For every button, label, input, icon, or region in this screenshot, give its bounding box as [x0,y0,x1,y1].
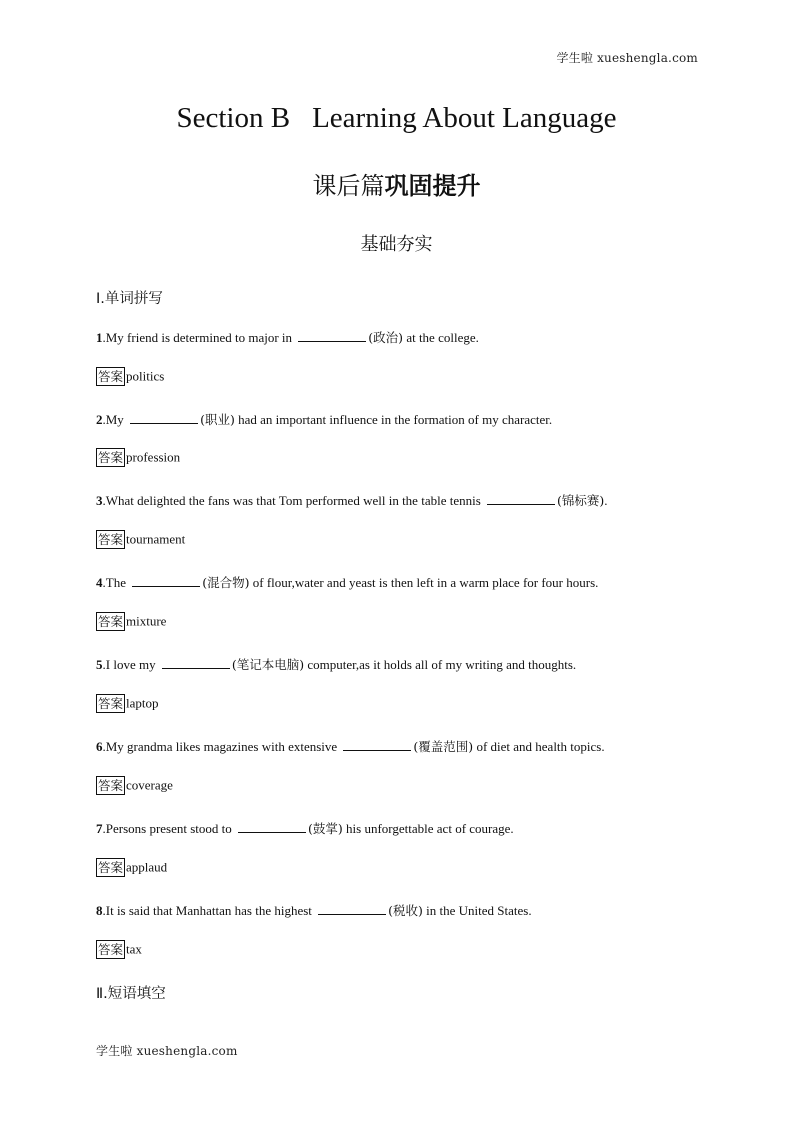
answer-blank[interactable] [298,330,366,342]
chinese-hint: (职业) [200,412,235,427]
answer-2 [96,448,180,467]
answer-blank[interactable] [132,575,200,587]
question-5 [96,655,716,673]
subtitle-bold: 巩固提升 [384,172,481,200]
section-heading: 基础夯实 [360,234,433,255]
answer-blank[interactable] [318,903,386,915]
chinese-hint: (笔记本电脑) [231,657,305,672]
question-number: 2 [96,412,103,427]
question-text-before: .I love my [102,657,159,672]
question-text-before: .The [102,575,130,590]
answer-text: profession [126,449,181,465]
answer-tag: 答案 [98,942,124,957]
question-2 [96,410,716,428]
question-text-before: .It is said that Manhattan has the highest [102,903,316,918]
answer-4 [96,612,166,631]
answer-blank[interactable] [487,493,555,505]
footer-watermark: 学生啦 xueshengla.com [96,1044,238,1058]
question-number: 6 [96,739,103,754]
chinese-hint: (鼓掌) [308,821,343,836]
answer-blank[interactable] [238,821,306,833]
subtitle-normal: 课后篇 [312,172,385,200]
answer-blank[interactable] [343,739,411,751]
question-text-after: of flour,water and yeast is then left in a warm place for four hours. [249,575,599,590]
answer-7 [96,858,167,877]
page-title [0,102,793,135]
question-text-before: .My grandma likes magazines with extensive [102,739,341,754]
answer-8 [96,940,142,959]
question-text-after: computer,as it holds all of my writing and thoughts. [304,657,577,672]
answer-text: laptop [126,695,159,711]
answer-tag: 答案 [98,696,124,711]
answer-text: tournament [126,531,186,547]
answer-blank[interactable] [162,657,230,669]
answer-tag: 答案 [98,778,124,793]
question-number: 4 [96,575,103,590]
question-text-before: .My [102,412,128,427]
question-number: 3 [96,493,103,508]
question-number: 7 [96,821,103,836]
question-6 [96,737,716,755]
answer-text: politics [126,368,165,384]
question-4 [96,573,716,591]
answer-tag: 答案 [98,860,124,875]
page-subtitle [0,166,793,201]
question-7 [96,819,716,837]
chinese-hint: (混合物) [202,575,250,590]
title-name: Learning About Language [312,102,617,134]
question-number: 8 [96,903,103,918]
answer-1 [96,367,164,386]
question-text-after: of diet and health topics. [473,739,605,754]
chinese-hint: (覆盖范围) [413,739,474,754]
answer-text: mixture [126,613,167,629]
header-watermark: 学生啦 xueshengla.com [556,51,698,65]
title-section: Section B [176,102,291,134]
part-heading-1: Ⅰ.单词拼写 [96,291,163,307]
answer-tag: 答案 [98,369,124,384]
question-number: 5 [96,657,103,672]
question-text-after: his unforgettable act of courage. [342,821,514,836]
answer-tag: 答案 [98,450,124,465]
question-text-after: at the college. [403,330,479,345]
answer-text: applaud [126,859,168,875]
question-text-before: .Persons present stood to [102,821,236,836]
question-text-after: in the United States. [422,903,532,918]
question-3 [96,491,716,509]
question-1 [96,328,716,346]
answer-6 [96,776,173,795]
chinese-hint: (锦标赛) [557,493,605,508]
question-text-after: . [604,493,608,508]
question-8 [96,901,716,919]
question-text-after: had an important influence in the formation of my character. [234,412,553,427]
answer-tag: 答案 [98,614,124,629]
answer-text: coverage [126,777,173,793]
question-number: 1 [96,330,103,345]
question-text-before: .What delighted the fans was that Tom performed well in the table tennis [102,493,485,508]
answer-5 [96,694,159,713]
answer-3 [96,530,185,549]
question-text-before: .My friend is determined to major in [102,330,296,345]
answer-blank[interactable] [130,412,198,424]
part-heading-2: Ⅱ.短语填空 [96,986,166,1002]
chinese-hint: (政治) [368,330,404,345]
answer-tag: 答案 [98,532,124,547]
chinese-hint: (税收) [388,903,423,918]
answer-text: tax [126,941,142,957]
